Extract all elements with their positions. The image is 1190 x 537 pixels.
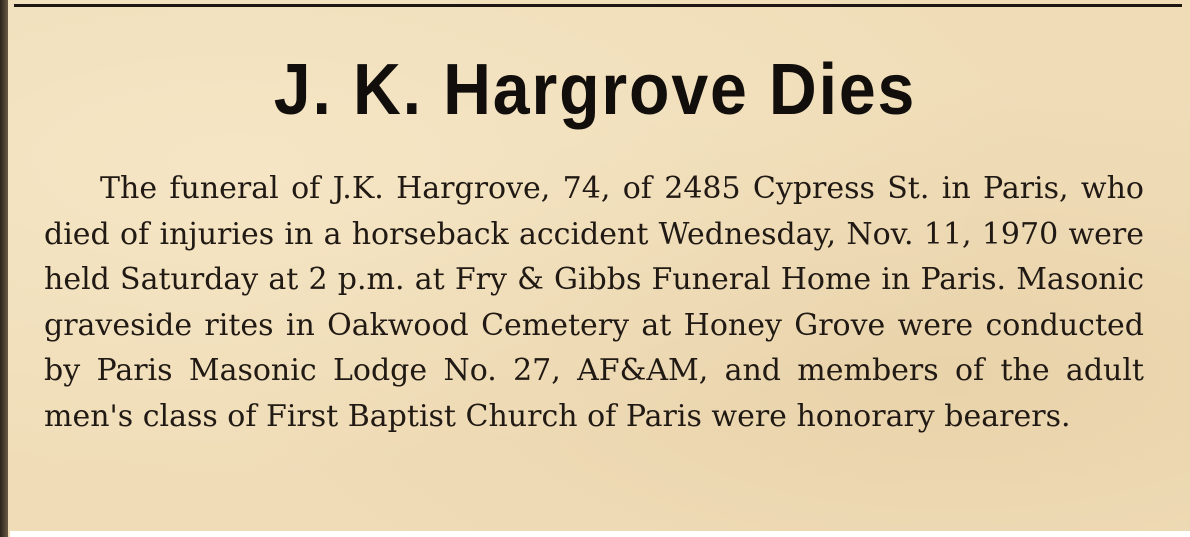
clipping-left-edge (0, 0, 8, 537)
bottom-edge (10, 531, 1190, 537)
headline: J. K. Hargrove Dies (273, 50, 917, 130)
top-rule (14, 4, 1182, 7)
article-body: The funeral of J.K. Hargrove, 74, of 2485 Cypress St. in Paris, who died of injuries in a horseback accident Wednesday, Nov. 11, 1970 were held Saturday at 2 p.m. at Fry & Gibbs Funeral Home in Paris. Masonic graveside rites in Oakwood Cemetery at Honey Grove were conducted by Paris Masonic Lodge No. 27, AF&AM, and members of the adult men's class of First Baptist Church of Paris were honorary bearers. (44, 171, 1144, 434)
